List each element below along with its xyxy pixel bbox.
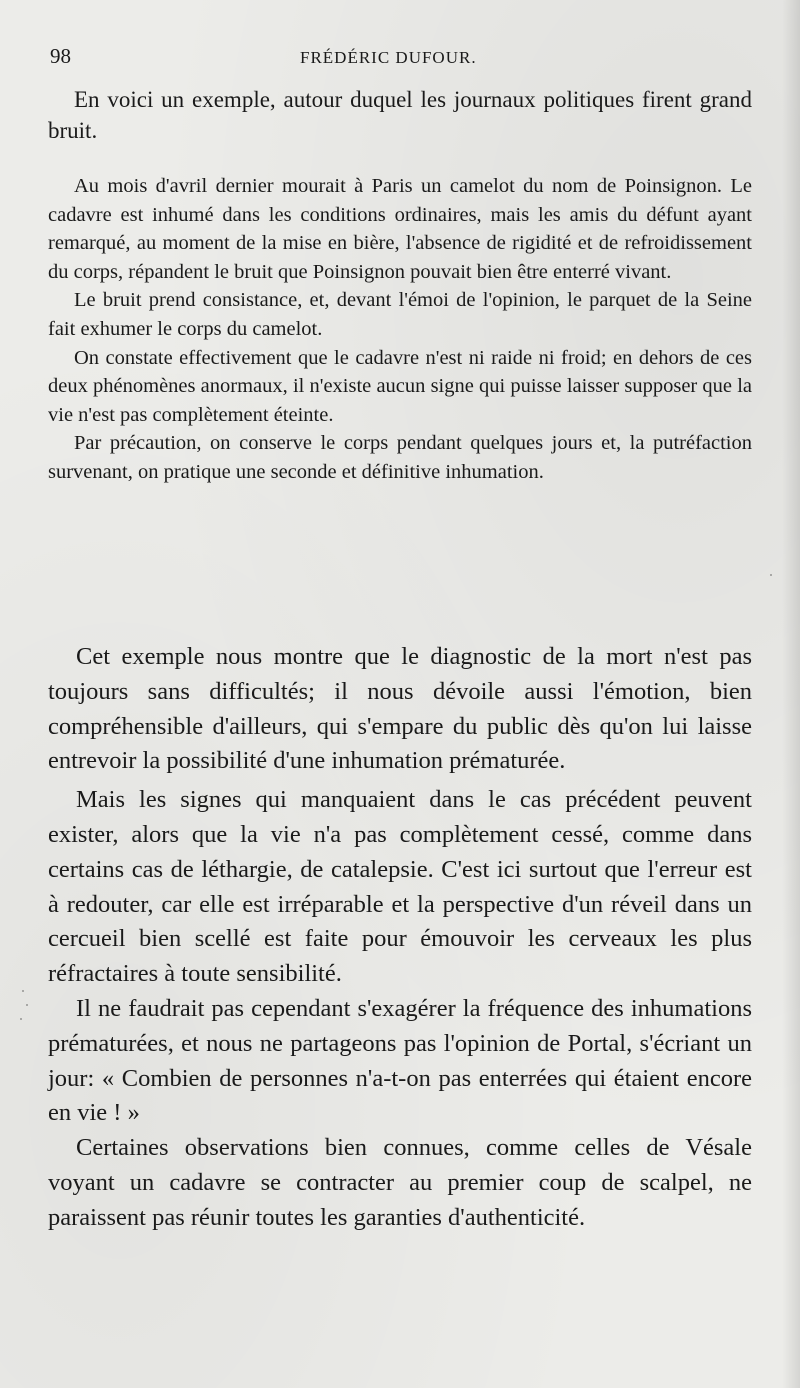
print-speck <box>20 1018 22 1020</box>
page-header <box>48 40 748 80</box>
case-paragraph: On constate effectivement que le cadavre n'est ni raide ni froid; en dehors de ces deux phénomènes anormaux, il n'existe aucun signe qui puisse laisser supposer que la vie n'est pas complètement éteinte. <box>48 346 752 426</box>
body-paragraph: Mais les signes qui manquaient dans le cas précédent peuvent exister, alors que la vie n'a pas complètement cessé, comme dans certains cas de léthargie, de catalepsie. C'est ici surtout que l'erreur est à redouter, car elle est irréparable et la perspective d'un réveil dans un cercueil bien scellé est faite pour émouvoir les cerveaux les plus réfractaires à toute sensibilité. <box>48 786 752 988</box>
print-speck <box>22 990 24 992</box>
case-paragraph: Au mois d'avril dernier mourait à Paris un camelot du nom de Poinsignon. Le cadavre est inhumé dans les conditions ordinaires, mais les amis du défunt ayant remarqué, au moment de la mise en bière, l'absence de rigidité et de refroidissement du corps, répandent le bruit que Poinsignon pouvait bien être enterré vivant. <box>48 175 752 283</box>
running-head: FRÉDÉRIC DUFOUR. <box>300 48 477 67</box>
body-paragraph: Cet exemple nous montre que le diagnostic de la mort n'est pas toujours sans difficultés; il nous dévoile aussi l'émotion, bien compréhensible d'ailleurs, qui s'empare du public dès qu'on lui laisse entrevoir la possibilité d'une inhumation prématurée. <box>48 643 752 775</box>
small-print-section <box>48 84 752 487</box>
body-paragraph: Il ne faudrait pas cependant s'exagérer la fréquence des inhumations prématurées, et nous ne partageons pas l'opinion de Portal, s'écriant un jour: « Combien de personnes n'a-t-on pas enterrées qui étaient encore en vie ! » <box>48 994 752 1127</box>
page-edge-shadow <box>782 0 800 1388</box>
print-speck <box>26 1004 28 1006</box>
case-paragraph: Le bruit prend consistance, et, devant l'émoi de l'opinion, le parquet de la Seine fait exhumer le corps du camelot. <box>48 289 752 340</box>
print-speck <box>770 574 772 576</box>
main-text-section <box>48 640 752 1236</box>
intro-paragraph: En voici un exemple, autour duquel les journaux politiques firent grand bruit. <box>48 87 752 143</box>
case-paragraph: Par précaution, on conserve le corps pendant quelques jours et, la putréfaction survenant, on pratique une seconde et définitive inhumation. <box>48 432 752 483</box>
page-number: 98 <box>50 44 71 68</box>
body-paragraph: Certaines observations bien connues, comme celles de Vésale voyant un cadavre se contracter au premier coup de scalpel, ne paraissent pas réunir toutes les garanties d'authenticité. <box>48 1134 752 1231</box>
